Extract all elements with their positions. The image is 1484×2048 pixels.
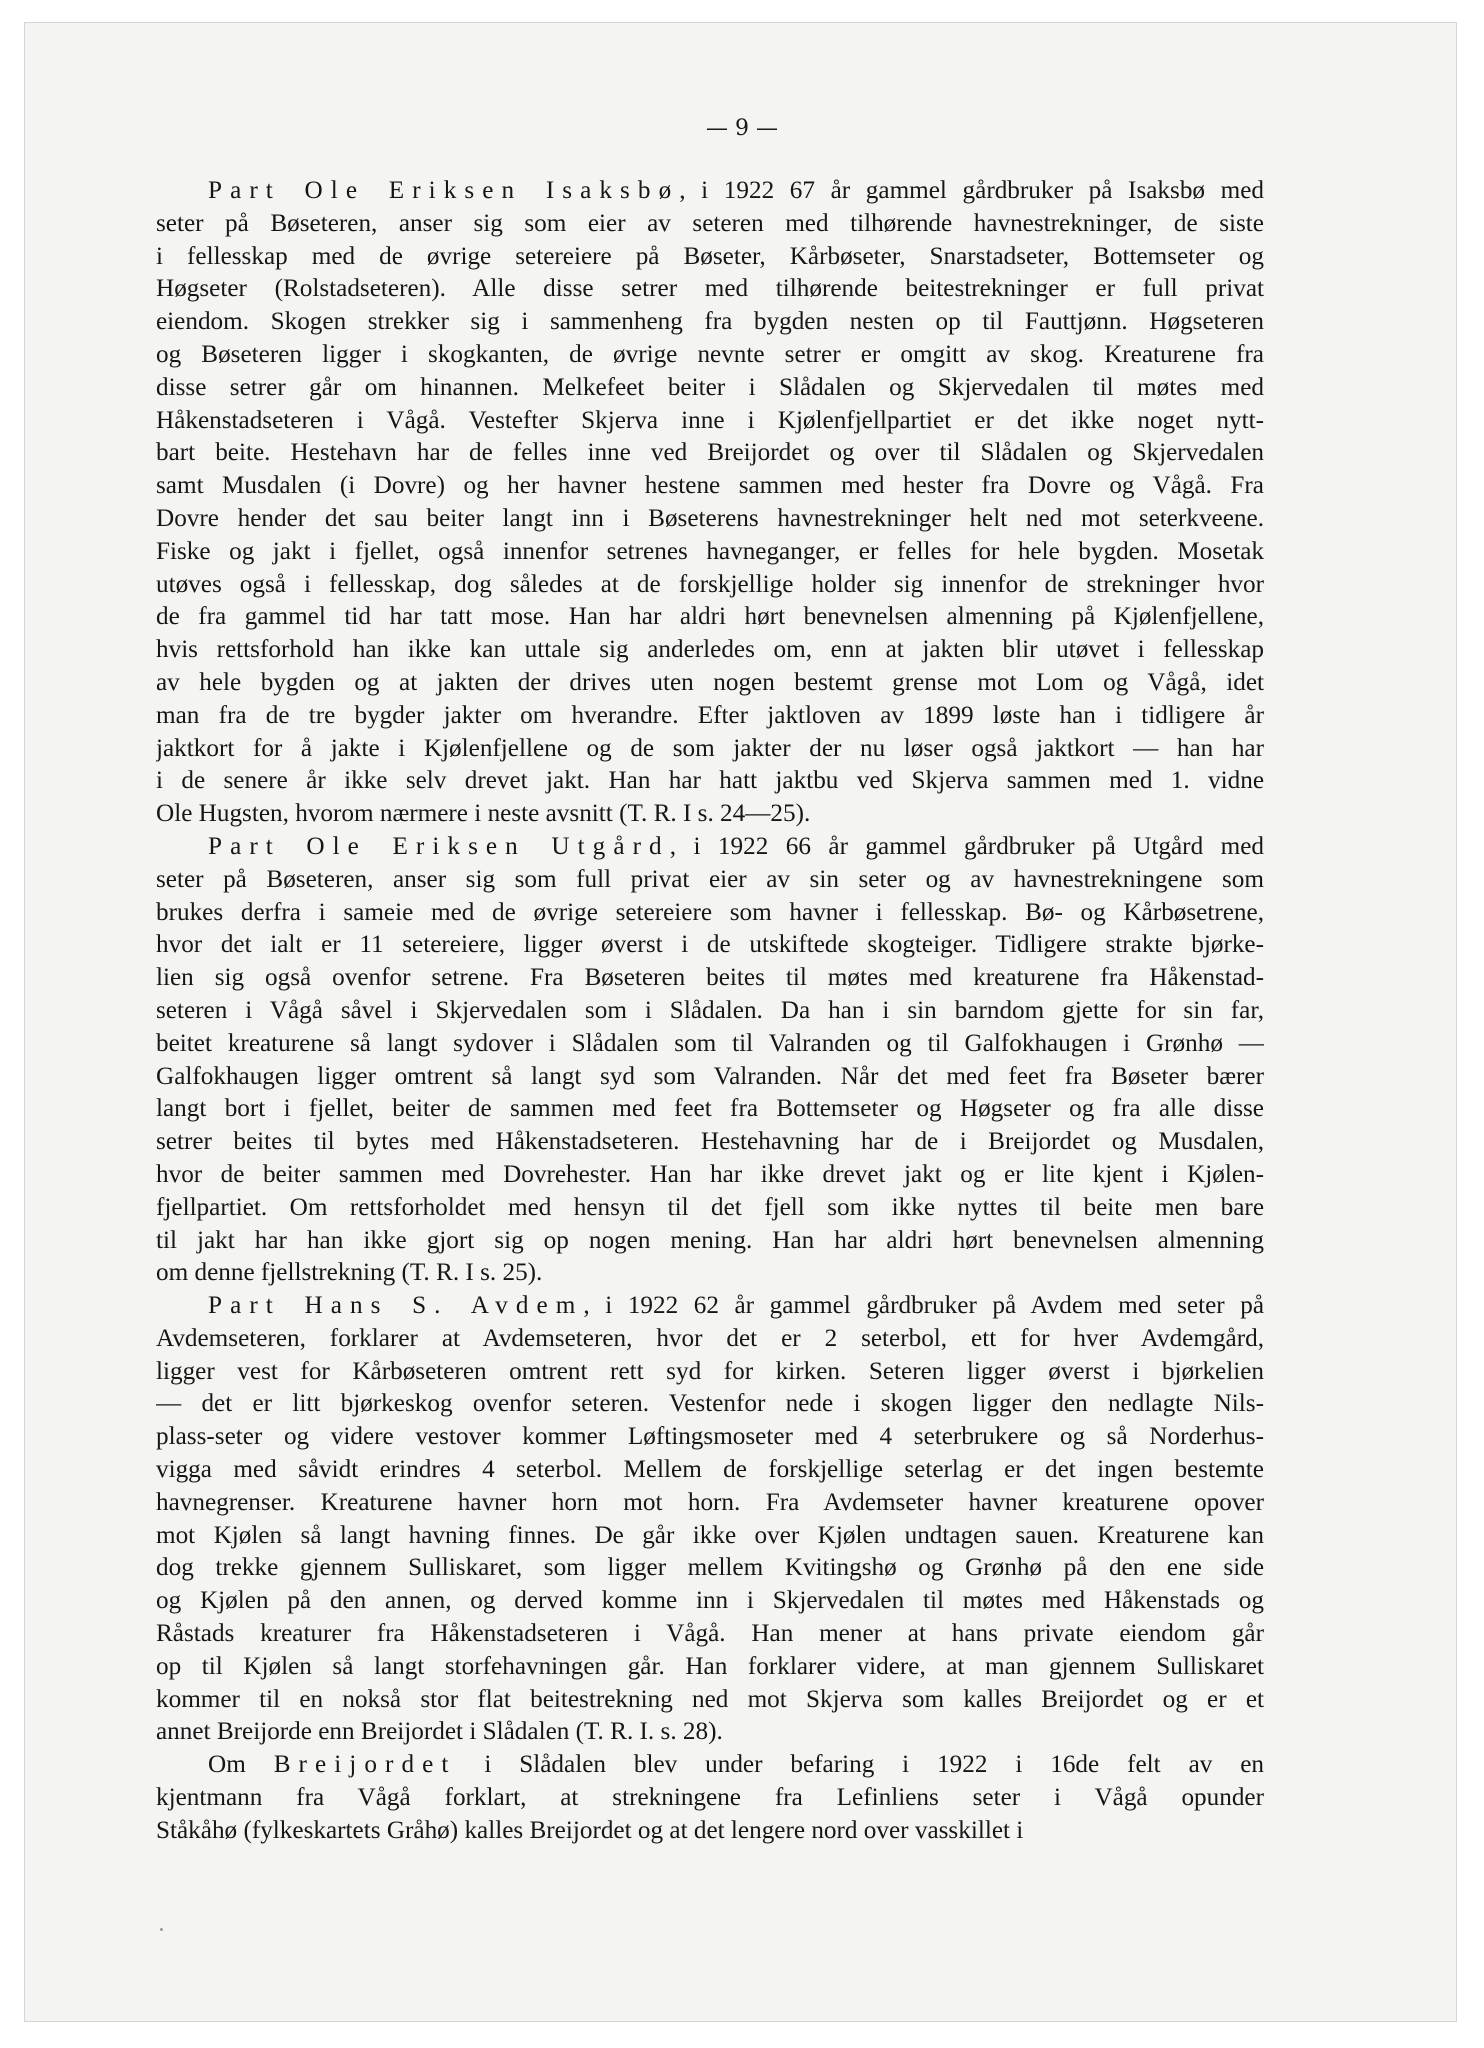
text-line xyxy=(156,1618,1264,1651)
text-line xyxy=(156,1356,1264,1389)
line-text: til jakt har han ikke gjort sig op nogen mening. Han har aldri hørt benevnelsen almenning xyxy=(156,1226,1264,1254)
line-text: Høgseter (Rolstadseteren). Alle disse setrer med tilhørende beitestrekninger er full privat xyxy=(156,275,1264,303)
line-text: Ståkåhø (fylkeskartets Gråhø) kalles Breijordet og at det lengere nord over vasskillet i xyxy=(156,1816,1024,1844)
scan-speck xyxy=(160,1928,163,1931)
line-text: i fellesskap med de øvrige setereiere på Bøseter, Kårbøseter, Snarstadseter, Bottemseter og xyxy=(156,242,1264,270)
text-line xyxy=(156,1126,1264,1159)
paragraph-part-ole-eriksen-isaksbo xyxy=(156,175,1264,831)
line-text: kjentmann fra Vågå forklart, at strekningene fra Lefinliens seter i Vågå opunder xyxy=(156,1784,1264,1812)
text-line xyxy=(156,437,1264,470)
line-text: lien sig også ovenfor setrene. Fra Bøseteren beites til møtes med kreaturene fra Håkenstad- xyxy=(156,964,1264,992)
text-line xyxy=(156,831,1264,864)
line-text: eiendom. Skogen strekker sig i sammenheng fra bygden nesten op til Fauttjønn. Høgseteren xyxy=(156,308,1264,336)
line-text: brukes derfra i sameie med de øvrige setereiere som havner i fellesskap. Bø- og Kårbøsetrene, xyxy=(156,898,1264,926)
text-line xyxy=(156,765,1264,798)
text-line xyxy=(156,405,1264,438)
text-line xyxy=(156,733,1264,766)
line-text: vigga med såvidt erindres 4 seterbol. Mellem de forskjellige seterlag er det ingen bestemte xyxy=(156,1456,1264,1484)
text-line xyxy=(156,1454,1264,1487)
text-line xyxy=(156,1061,1264,1094)
line-text: , i 1922 66 år gammel gårdbruker på Utgård med xyxy=(669,832,1264,860)
line-text: ligger vest for Kårbøseteren omtrent rett syd for kirken. Seteren ligger øverst i bjørkelien xyxy=(156,1357,1264,1385)
text-line xyxy=(156,798,1264,831)
line-text: Fiske og jakt i fjellet, også innenfor setrenes havneganger, er felles for hele bygden. Mosetak xyxy=(156,537,1264,565)
line-text: samt Musdalen (i Dovre) og her havner hestene sammen med hester fra Dovre og Vågå. Fra xyxy=(156,472,1264,500)
text-line xyxy=(156,1290,1264,1323)
text-line xyxy=(156,273,1264,306)
text-line xyxy=(156,1388,1264,1421)
text-line xyxy=(156,1684,1264,1717)
text-line xyxy=(156,1421,1264,1454)
text-line xyxy=(156,503,1264,536)
text-line xyxy=(156,962,1264,995)
spaced-name: Part Hans S. Avdem xyxy=(208,1292,584,1320)
text-line xyxy=(156,1520,1264,1553)
page-number: — 9 — xyxy=(706,116,778,141)
line-text: dog trekke gjennem Sulliskaret, som ligger mellem Kvitingshø og Grønhø på den ene side xyxy=(156,1554,1264,1582)
text-line xyxy=(156,536,1264,569)
text-line xyxy=(156,306,1264,339)
line-text: seter på Bøseteren, anser sig som full privat eier av sin seter og av havnestrekningene som xyxy=(156,865,1264,893)
line-text: utøves også i fellesskap, dog således at de forskjellige holder sig innenfor de strekninger hvor xyxy=(156,570,1264,598)
line-text: de fra gammel tid har tatt mose. Han har aldri hørt benevnelsen almenning på Kjølenfjellene, xyxy=(156,603,1264,631)
text-line xyxy=(156,1159,1264,1192)
line-text: jaktkort for å jakte i Kjølenfjellene og de som jakter der nu løser også jaktkort — han har xyxy=(156,734,1264,762)
line-text: Ole Hugsten, hvorom nærmere i neste avsnitt (T. R. I s. 24—25). xyxy=(156,800,811,828)
line-text: hvor de beiter sammen med Dovrehester. Han har ikke drevet jakt og er lite kjent i Kjølen- xyxy=(156,1160,1264,1188)
line-text: havnegrenser. Kreaturene havner horn mot horn. Fra Avdemseter havner kreaturene opover xyxy=(156,1488,1264,1516)
line-text: — det er litt bjørkeskog ovenfor seteren. Vestenfor nede i skogen ligger den nedlagte Nils- xyxy=(156,1390,1264,1418)
line-text: seter på Bøseteren, anser sig som eier av seteren med tilhørende havnestrekninger, de siste xyxy=(156,209,1264,237)
line-text: seteren i Vågå såvel i Skjervedalen som i Slådalen. Da han i sin barndom gjette for sin far, xyxy=(156,996,1264,1024)
text-line xyxy=(156,372,1264,405)
spaced-name: Part Ole Eriksen Utgård xyxy=(208,832,670,860)
line-text: plass-seter og videre vestover kommer Løftingsmoseter med 4 seterbrukere og så Norderhus- xyxy=(156,1423,1264,1451)
text-line xyxy=(156,864,1264,897)
text-line xyxy=(156,1093,1264,1126)
line-prefix: Om xyxy=(208,1751,274,1779)
text-line xyxy=(156,569,1264,602)
text-line xyxy=(156,1651,1264,1684)
paragraph-om-breijordet xyxy=(156,1749,1264,1847)
line-text: fjellpartiet. Om rettsforholdet med hensyn til det fjell som ikke nyttes til beite men bare xyxy=(156,1193,1264,1221)
line-text: i de senere år ikke selv drevet jakt. Han har hatt jaktbu ved Skjerva sammen med 1. vidne xyxy=(156,767,1264,795)
text-line xyxy=(156,175,1264,208)
text-line xyxy=(156,667,1264,700)
line-text: i Slådalen blev under befaring i 1922 i 16de felt av en xyxy=(456,1751,1264,1779)
line-text: Avdemseteren, forklarer at Avdemseteren, hvor det er 2 seterbol, ett for hver Avdemgård, xyxy=(156,1324,1264,1352)
text-line xyxy=(156,700,1264,733)
line-text: beitet kreaturene så langt sydover i Slådalen som til Valranden og til Galfokhaugen i Grønhø — xyxy=(156,1029,1264,1057)
line-text: Råstads kreaturer fra Håkenstadseteren i Vågå. Han mener at hans private eiendom går xyxy=(156,1620,1264,1648)
line-text: av hele bygden og at jakten der drives uten nogen bestemt grense mot Lom og Vågå, idet xyxy=(156,668,1264,696)
text-line xyxy=(156,634,1264,667)
line-text: hvor det ialt er 11 setereiere, ligger øverst i de utskiftede skogteiger. Tidligere strakte bjørke- xyxy=(156,931,1264,959)
line-text: hvis rettsforhold han ikke kan uttale sig anderledes om, enn at jakten blir utøvet i fellesskap xyxy=(156,636,1264,664)
text-line xyxy=(156,1716,1264,1749)
line-text: langt bort i fjellet, beiter de sammen med feet fra Bottemseter og Høgseter og fra alle disse xyxy=(156,1095,1264,1123)
line-text: man fra de tre bygder jakter om hverandre. Efter jaktloven av 1899 løste han i tidligere år xyxy=(156,701,1264,729)
text-line xyxy=(156,1782,1264,1815)
text-line xyxy=(156,1323,1264,1356)
line-text: og Bøseteren ligger i skogkanten, de øvrige nevnte setrer er omgitt av skog. Kreaturene fra xyxy=(156,340,1264,368)
line-text: disse setrer går om hinannen. Melkefeet beiter i Slådalen og Skjervedalen til møtes med xyxy=(156,373,1264,401)
text-line xyxy=(156,1552,1264,1585)
text-line xyxy=(156,241,1264,274)
line-text: , i 1922 62 år gammel gårdbruker på Avdem med seter på xyxy=(583,1292,1264,1320)
text-line xyxy=(156,1749,1264,1782)
text-line xyxy=(156,1225,1264,1258)
text-line xyxy=(156,1487,1264,1520)
line-text: op til Kjølen så langt storfehavningen går. Han forklarer videre, at man gjennem Sulliskaret xyxy=(156,1652,1264,1680)
paragraph-part-ole-eriksen-utgard xyxy=(156,831,1264,1290)
line-text: om denne fjellstrekning (T. R. I s. 25). xyxy=(156,1259,543,1287)
text-line xyxy=(156,1815,1264,1848)
text-line xyxy=(156,1028,1264,1061)
line-text: annet Breijorde enn Breijordet i Slådalen (T. R. I. s. 28). xyxy=(156,1718,723,1746)
line-text: mot Kjølen så langt havning finnes. De går ikke over Kjølen undtagen sauen. Kreaturene kan xyxy=(156,1521,1264,1549)
line-text: Galfokhaugen ligger omtrent så langt syd som Valranden. Når det med feet fra Bøseter bærer xyxy=(156,1062,1264,1090)
text-line xyxy=(156,601,1264,634)
line-text: Dovre hender det sau beiter langt inn i Bøseterens havnestrekninger helt ned mot seterkveene. xyxy=(156,504,1264,532)
line-text: og Kjølen på den annen, og derved komme inn i Skjervedalen til møtes med Håkenstads og xyxy=(156,1587,1264,1615)
text-line xyxy=(156,339,1264,372)
text-line xyxy=(156,1585,1264,1618)
text-line xyxy=(156,1192,1264,1225)
line-text: kommer til en nokså stor flat beitestrekning ned mot Skjerva som kalles Breijordet og er et xyxy=(156,1685,1264,1713)
spaced-name: Breijordet xyxy=(273,1751,457,1779)
text-line xyxy=(156,929,1264,962)
text-line xyxy=(156,470,1264,503)
text-line xyxy=(156,995,1264,1028)
line-text: , i 1922 67 år gammel gårdbruker på Isaksbø med xyxy=(679,177,1264,204)
spaced-name: Part Ole Eriksen Isaksbø xyxy=(208,177,680,204)
line-text: setrer beites til bytes med Håkenstadseteren. Hestehavning har de i Breijordet og Musdalen, xyxy=(156,1128,1264,1156)
text-line xyxy=(156,1257,1264,1290)
text-line xyxy=(156,897,1264,930)
line-text: Håkenstadseteren i Vågå. Vestefter Skjerva inne i Kjølenfjellpartiet er det ikke noget nytt- xyxy=(156,406,1264,434)
paragraph-part-hans-s-avdem xyxy=(156,1290,1264,1749)
body-text xyxy=(156,175,1264,1848)
line-text: bart beite. Hestehavn har de felles inne ved Breijordet og over til Slådalen og Skjervedalen xyxy=(156,439,1264,467)
text-line xyxy=(156,208,1264,241)
